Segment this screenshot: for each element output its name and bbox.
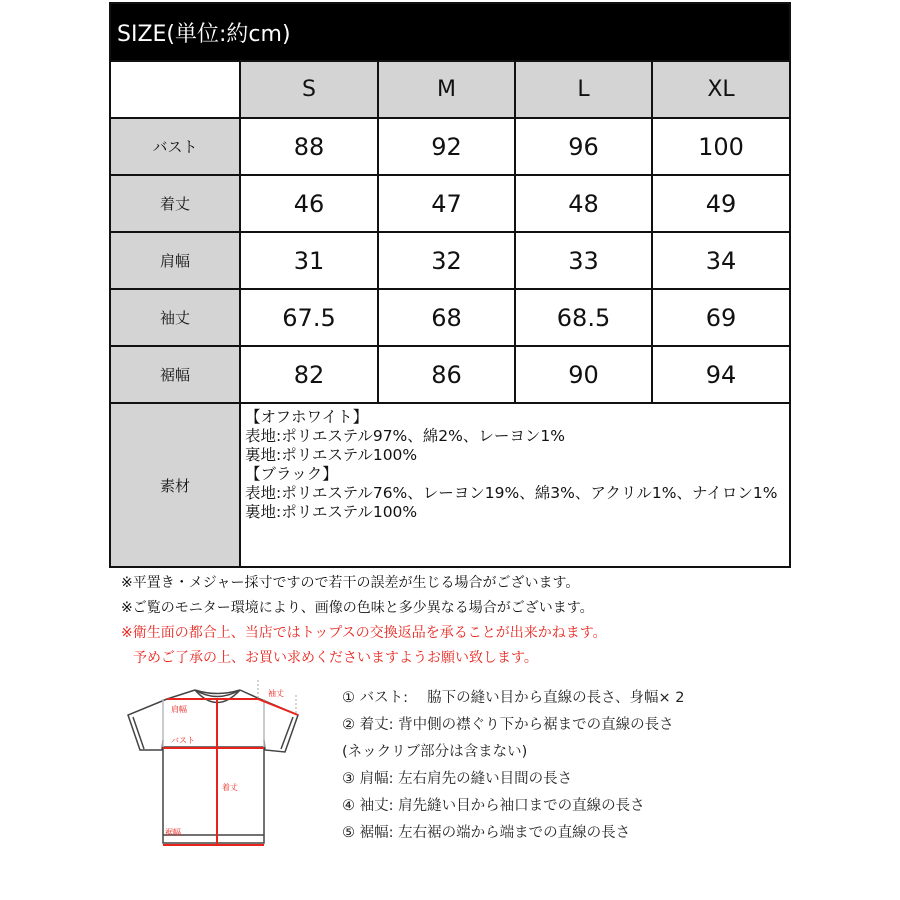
value-cell: 47 bbox=[379, 174, 516, 231]
label-hem: 裾幅 bbox=[165, 828, 181, 837]
size-header-m: M bbox=[379, 60, 516, 117]
note-color: ※ご覧のモニター環境により、画像の色味と多少異なる場合がございます。 bbox=[121, 600, 594, 616]
legend-item-bust: ① バスト: 脇下の縫い目から直線の長さ、身幅× 2 bbox=[342, 690, 685, 706]
value-cell: 88 bbox=[241, 117, 379, 174]
value-cell: 68.5 bbox=[516, 288, 653, 345]
value-cell: 48 bbox=[516, 174, 653, 231]
value-cell: 94 bbox=[653, 345, 789, 402]
row-label: 着丈 bbox=[111, 174, 241, 231]
row-label: 素材 bbox=[111, 402, 241, 566]
material-line: 裏地:ポリエステル100% bbox=[245, 446, 418, 464]
legend-item-shoulder: ③ 肩幅: 左右肩先の縫い目間の長さ bbox=[342, 771, 573, 787]
size-header-l: L bbox=[516, 60, 653, 117]
legend-item-length: ② 着丈: 背中側の襟ぐり下から裾までの直線の長さ bbox=[342, 717, 674, 733]
value-cell: 86 bbox=[379, 345, 516, 402]
size-header-xl: XL bbox=[653, 60, 789, 117]
value-cell: 68 bbox=[379, 288, 516, 345]
corner-cell bbox=[111, 60, 241, 117]
tshirt-icon bbox=[115, 675, 315, 855]
size-table bbox=[109, 2, 791, 568]
value-cell: 69 bbox=[653, 288, 789, 345]
table-row-length bbox=[111, 174, 789, 231]
size-header-row bbox=[111, 60, 789, 117]
tshirt-diagram bbox=[115, 675, 315, 855]
table-row-sleeve bbox=[111, 288, 789, 345]
table-title: SIZE(単位:約cm) bbox=[111, 4, 789, 60]
material-line: 表地:ポリエステル76%、レーヨン19%、綿3%、アクリル1%、ナイロン1% bbox=[245, 484, 778, 502]
table-row-bust bbox=[111, 117, 789, 174]
material-line: 【ブラック】 bbox=[245, 465, 338, 483]
label-shoulder: 肩幅 bbox=[171, 705, 187, 714]
label-sleeve: 袖丈 bbox=[268, 689, 284, 698]
row-label: 裾幅 bbox=[111, 345, 241, 402]
label-bust: バスト bbox=[171, 736, 195, 745]
legend-item-hem: ⑤ 裾幅: 左右裾の端から端までの直線の長さ bbox=[342, 825, 631, 841]
material-line: 裏地:ポリエステル100% bbox=[245, 503, 418, 521]
value-cell: 34 bbox=[653, 231, 789, 288]
notes bbox=[121, 571, 607, 671]
table-row-shoulder bbox=[111, 231, 789, 288]
note-return-policy: ※衛生面の都合上、当店ではトップスの交換返品を承ることが出来かねます。 bbox=[121, 625, 607, 641]
value-cell: 82 bbox=[241, 345, 379, 402]
value-cell: 96 bbox=[516, 117, 653, 174]
value-cell: 67.5 bbox=[241, 288, 379, 345]
size-header-s: S bbox=[241, 60, 379, 117]
note-measurement: ※平置き・メジャー採寸ですので若干の誤差が生じる場合がございます。 bbox=[121, 575, 580, 591]
material-line: 表地:ポリエステル97%、綿2%、レーヨン1% bbox=[245, 427, 565, 445]
label-length: 着丈 bbox=[222, 783, 238, 792]
row-label: 肩幅 bbox=[111, 231, 241, 288]
legend-item-sleeve: ④ 袖丈: 肩先縫い目から袖口までの直線の長さ bbox=[342, 798, 645, 814]
table-row-hem bbox=[111, 345, 789, 402]
value-cell: 33 bbox=[516, 231, 653, 288]
value-cell: 32 bbox=[379, 231, 516, 288]
row-label: バスト bbox=[111, 117, 241, 174]
value-cell: 100 bbox=[653, 117, 789, 174]
material-text bbox=[241, 402, 789, 566]
measurement-legend bbox=[342, 685, 685, 847]
material-line: 【オフホワイト】 bbox=[245, 408, 369, 426]
value-cell: 49 bbox=[653, 174, 789, 231]
value-cell: 90 bbox=[516, 345, 653, 402]
row-label: 袖丈 bbox=[111, 288, 241, 345]
legend-item-length-note: (ネックリブ部分は含まない) bbox=[342, 744, 528, 760]
note-return-policy-2: 予めご了承の上、お買い求めくださいますようお願い致します。 bbox=[133, 650, 538, 666]
value-cell: 46 bbox=[241, 174, 379, 231]
value-cell: 92 bbox=[379, 117, 516, 174]
table-row-material bbox=[111, 402, 789, 566]
value-cell: 31 bbox=[241, 231, 379, 288]
